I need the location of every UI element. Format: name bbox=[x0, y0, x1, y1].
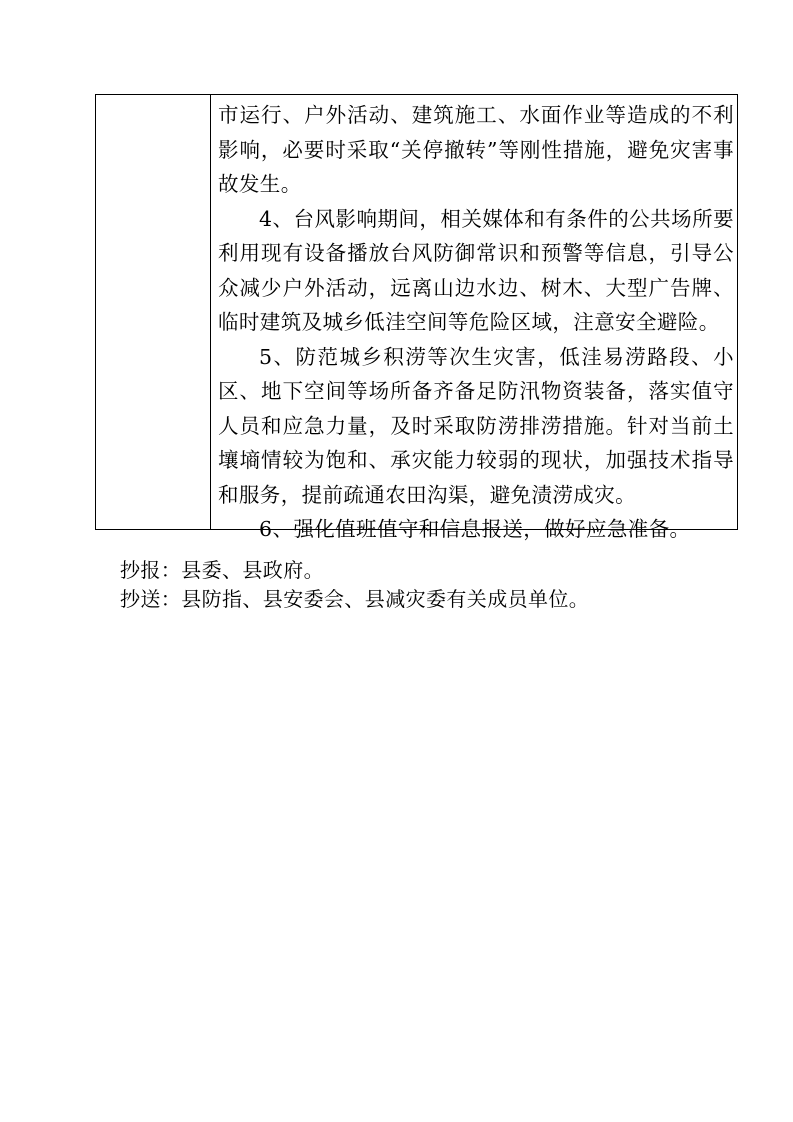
paragraph-item-4: 4、台风影响期间，相关媒体和有条件的公共场所要利用现有设备播放台风防御常识和预警等信息，引导公众减少户外活动，远离山边水边、树木、大型广告牌、临时建筑及城乡低洼空间等危险区域，注意安全避险。 bbox=[218, 206, 734, 334]
notice-table bbox=[95, 94, 738, 541]
paragraph-item-6: 6、强化值班值守和信息报送，做好应急准备。 bbox=[259, 517, 691, 541]
report-to-line: 抄报：县委、县政府。 bbox=[120, 558, 324, 582]
copy-to-line: 抄送：县防指、县安委会、县减灾委有关成员单位。 bbox=[120, 587, 590, 611]
table-label-cell bbox=[96, 95, 211, 529]
paragraph-item-5: 5、防范城乡积涝等次生灾害，低洼易涝路段、小区、地下空间等场所备齐备足防汛物资装备，落实值守人员和应急力量，及时采取防涝排涝措施。针对当前土壤墒情较为饱和、承灾能力较弱的现状，加强技术指导和服务，提前疏通农田沟渠，避免渍涝成灾。 bbox=[218, 344, 734, 507]
distribution-block bbox=[120, 556, 720, 614]
table-content-cell bbox=[218, 98, 734, 547]
paragraph-continued: 市运行、户外活动、建筑施工、水面作业等造成的不利影响，必要时采取“关停撤转”等刚性措施，避免灾害事故发生。 bbox=[218, 103, 734, 196]
